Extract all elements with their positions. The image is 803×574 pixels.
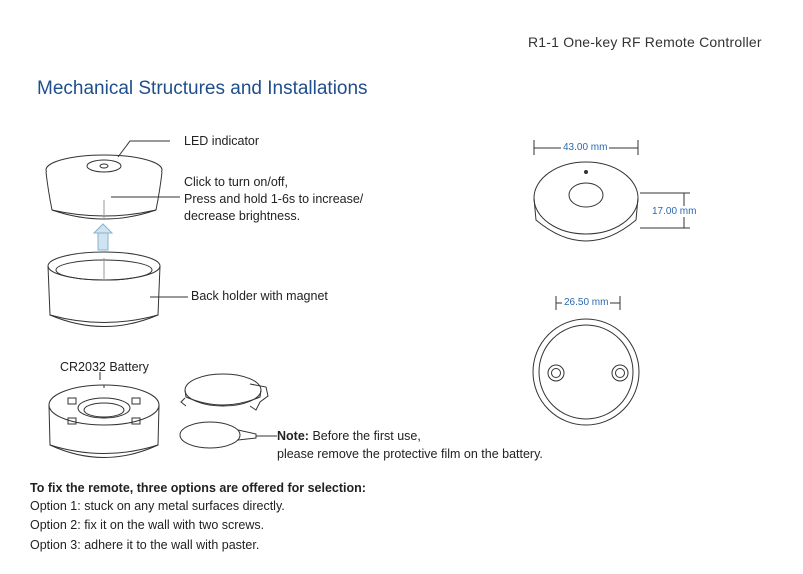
click-instruction-line-1: Click to turn on/off, [184, 175, 288, 189]
fixing-option-1: Option 1: stuck on any metal surfaces directly. [30, 499, 285, 513]
battery-label: CR2032 Battery [60, 360, 149, 374]
back-holder-drawing [48, 252, 160, 327]
protective-film-drawing [180, 422, 256, 448]
note-line-2: please remove the protective film on the battery. [277, 447, 543, 461]
battery-holder-drawing [49, 385, 159, 458]
diameter-dimension: 43.00 mm [563, 142, 608, 153]
remote-top-drawing [46, 155, 162, 220]
height-dimension: 17.00 mm [652, 206, 697, 217]
note-line-1 [277, 428, 421, 445]
bottom-view-drawing [533, 319, 639, 425]
note-text-1: Before the first use, [312, 429, 421, 443]
click-instruction-line-3: decrease brightness. [184, 209, 301, 223]
note-bold-label: Note: [277, 429, 309, 443]
fixing-option-3: Option 3: adhere it to the wall with paster. [30, 538, 260, 552]
coin-battery-drawing [181, 374, 268, 410]
document-header-title: R1-1 One-key RF Remote Controller [528, 34, 762, 50]
fixing-heading: To fix the remote, three options are offered for selection: [30, 481, 366, 495]
assembly-arrow-icon [94, 224, 112, 250]
hole-spacing-dimension: 26.50 mm [564, 297, 609, 308]
click-instruction-line-2: Press and hold 1-6s to increase/ [184, 192, 364, 206]
fixing-option-2: Option 2: fix it on the wall with two screws. [30, 518, 265, 532]
led-indicator-label: LED indicator [184, 134, 260, 148]
back-holder-label: Back holder with magnet [191, 289, 328, 303]
side-view-drawing [534, 162, 638, 241]
section-title: Mechanical Structures and Installations [37, 78, 368, 99]
